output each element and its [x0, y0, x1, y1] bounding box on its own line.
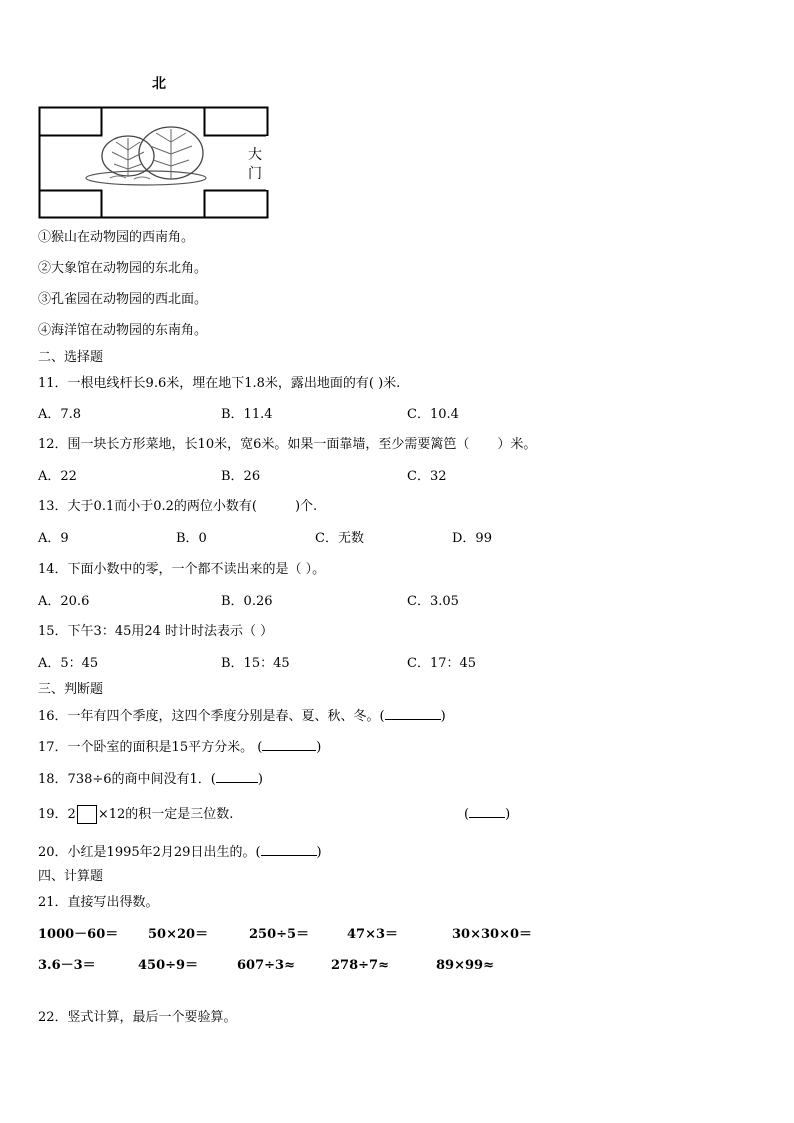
- q18-stem: [38, 770, 263, 788]
- q19-digit-box[interactable]: [77, 805, 97, 824]
- q16-end: ): [440, 709, 446, 724]
- q17-text: 17．一个卧室的面积是15平方分米。 (: [38, 740, 263, 755]
- q13-stem: [38, 499, 317, 515]
- q13-option-b[interactable]: B．0: [176, 531, 207, 546]
- q19-answer: [464, 805, 510, 823]
- q13-option-d[interactable]: D．99: [452, 531, 492, 546]
- q15-option-a[interactable]: A．5：45: [38, 656, 99, 671]
- q21-r2-c2: 450÷9＝: [138, 958, 199, 973]
- gate-label-1: 大: [248, 147, 262, 163]
- q21-r1-c3: 250÷5＝: [249, 927, 310, 942]
- q15-stem: 15．下午3：45用24 时计时法表示（ ）: [38, 624, 274, 639]
- q18-text: 18．738÷6的商中间没有1．(: [38, 772, 216, 787]
- q20-answer-blank[interactable]: [261, 843, 317, 856]
- q12-stem: [38, 437, 536, 453]
- q21-r1-c2: 50×20＝: [148, 927, 209, 942]
- q13-option-c[interactable]: C．无数: [315, 531, 364, 546]
- q11-option-a[interactable]: A．7.8: [38, 407, 82, 422]
- q12-option-a[interactable]: A．22: [38, 469, 77, 484]
- q21-stem: 21．直接写出得数。: [38, 895, 159, 910]
- zoo-boundary: [40, 108, 268, 218]
- q21-r1-c4: 47×3＝: [347, 927, 399, 942]
- statement-2: ②大象馆在动物园的东北角。: [38, 261, 208, 276]
- section-calc-heading: 四、计算题: [38, 869, 104, 884]
- q19-paren-close: ): [505, 807, 511, 822]
- q13-option-a[interactable]: A．9: [38, 531, 69, 546]
- statement-4: ④海洋馆在动物园的东南角。: [38, 323, 208, 338]
- sw-building: [40, 191, 102, 218]
- q13-stem-b: )个.: [294, 499, 318, 514]
- gate-label-2: 门: [248, 166, 262, 182]
- q18-answer-blank[interactable]: [216, 770, 258, 783]
- q22-stem: 22．竖式计算，最后一个要验算。: [38, 1010, 237, 1025]
- q21-r2-c1: 3.6－3＝: [38, 958, 96, 973]
- north-label: 北: [152, 76, 166, 92]
- q14-option-b[interactable]: B．0.26: [221, 594, 273, 609]
- statement-3: ③孔雀园在动物园的西北面。: [38, 292, 208, 307]
- q18-end: ): [257, 772, 263, 787]
- q15-option-b[interactable]: B．15：45: [221, 656, 290, 671]
- q12-option-b[interactable]: B．26: [221, 469, 261, 484]
- q15-option-c[interactable]: C．17：45: [407, 656, 477, 671]
- q21-r1-c1: 1000－60＝: [38, 927, 119, 942]
- q11-option-b[interactable]: B．11.4: [221, 407, 273, 422]
- q13-stem-a: 13．大于0.1而小于0.2的两位小数有(: [38, 499, 257, 514]
- q20-end: ): [316, 845, 322, 860]
- q17-end: ): [316, 740, 322, 755]
- q21-r2-c5: 89×99≈: [436, 958, 494, 973]
- section-judge-heading: 三、判断题: [38, 682, 104, 697]
- q19-stem: [38, 805, 233, 824]
- se-building: [205, 191, 268, 218]
- q11-option-c[interactable]: C．10.4: [407, 407, 459, 422]
- zoo-map: [38, 106, 270, 220]
- q19-paren-open: (: [464, 807, 470, 822]
- q16-stem: [38, 707, 446, 725]
- q20-stem: [38, 843, 322, 861]
- q21-r2-c3: 607÷3≈: [237, 958, 295, 973]
- q19-text-b: ×12的积一定是三位数.: [97, 807, 234, 822]
- nw-building: [40, 108, 102, 136]
- q16-text: 16．一年有四个季度，这四个季度分别是春、夏、秋、冬。(: [38, 709, 385, 724]
- q19-answer-blank[interactable]: [469, 805, 505, 818]
- q17-stem: [38, 738, 321, 756]
- q14-option-a[interactable]: A．20.6: [38, 594, 90, 609]
- q11-stem: 11．一根电线杆长9.6米，埋在地下1.8米，露出地面的有( )米.: [38, 376, 401, 391]
- q12-stem-b: ）米。: [497, 437, 537, 452]
- q17-answer-blank[interactable]: [262, 738, 316, 751]
- q20-text: 20．小红是1995年2月29日出生的。(: [38, 845, 261, 860]
- ne-building: [205, 108, 268, 136]
- statement-1: ①猴山在动物园的西南角。: [38, 230, 195, 245]
- section-choice-heading: 二、选择题: [38, 350, 104, 365]
- q16-answer-blank[interactable]: [385, 707, 441, 720]
- q14-option-c[interactable]: C．3.05: [407, 594, 459, 609]
- q14-stem: 14．下面小数中的零，一个都不读出来的是（ ）。: [38, 562, 326, 577]
- q12-stem-a: 12．围一块长方形菜地，长10米，宽6米。如果一面靠墙，至少需要篱笆（: [38, 437, 470, 452]
- q19-text-a: 19．2: [38, 807, 76, 822]
- q21-r2-c4: 278÷7≈: [331, 958, 389, 973]
- q21-r1-c5: 30×30×0＝: [452, 927, 533, 942]
- q12-option-c[interactable]: C．32: [407, 469, 447, 484]
